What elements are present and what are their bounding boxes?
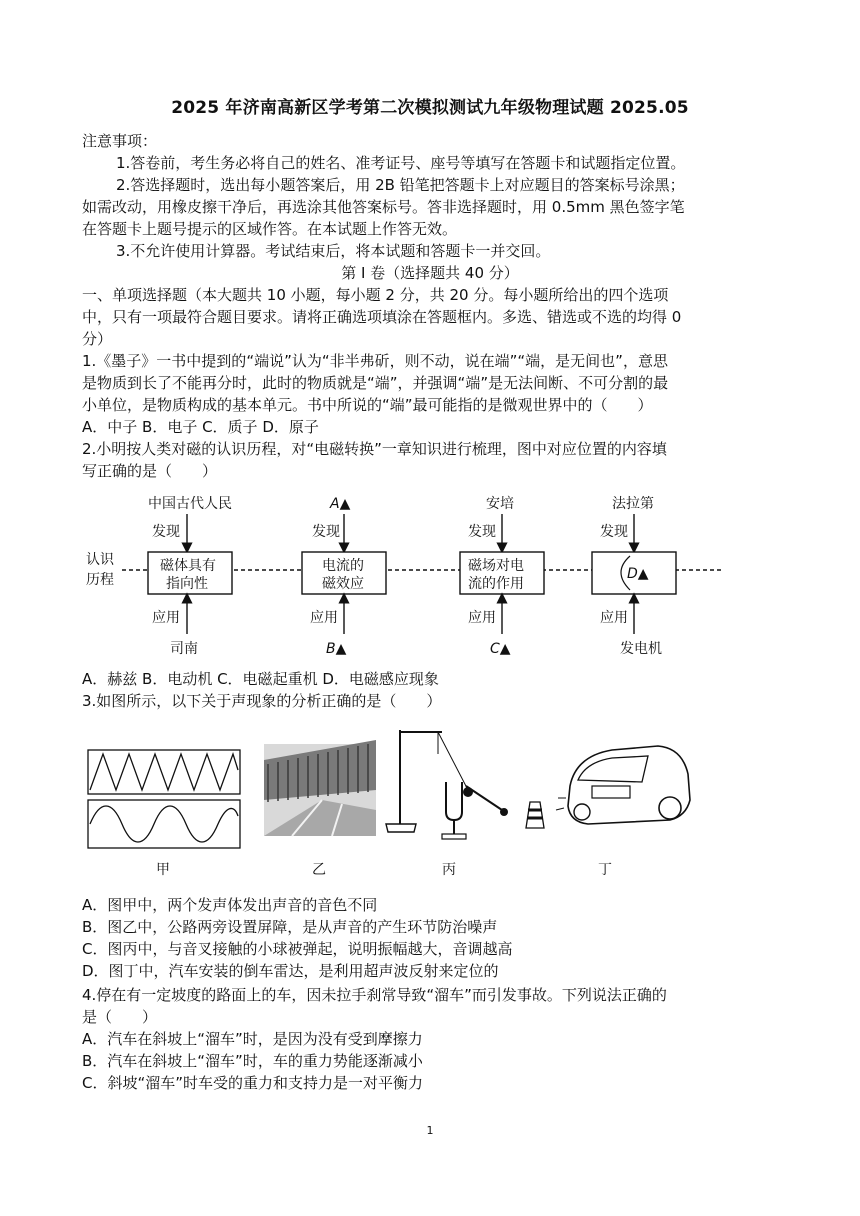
box-2-line-1: 电流的 <box>322 558 364 574</box>
apply-label-3: 应用 <box>468 610 496 626</box>
caption-yi: 乙 <box>312 862 326 878</box>
q3-line-1: 3.如图所示，以下关于声现象的分析正确的是（ ） <box>82 692 442 710</box>
part1-instructions-line-3: 分） <box>82 330 113 348</box>
bottom-label-3: C▲ <box>490 641 511 657</box>
q4-option-b: B．汽车在斜坡上“溜车”时，车的重力势能逐渐减小 <box>82 1052 423 1070</box>
top-label-4: 法拉第 <box>612 496 654 512</box>
caption-ding: 丁 <box>598 862 612 878</box>
discover-label-4: 发现 <box>600 524 628 540</box>
caption-jia: 甲 <box>156 862 170 878</box>
row-label-1: 认识 <box>86 552 114 568</box>
apply-label-4: 应用 <box>600 610 628 626</box>
top-label-2: A▲ <box>330 496 351 512</box>
apply-label-1: 应用 <box>152 610 180 626</box>
q3-option-c: C．图丙中，与音叉接触的小球被弹起，说明振幅越大，音调越高 <box>82 940 513 958</box>
figure-jia-waveforms <box>88 750 240 848</box>
figure-bing-tuning-fork <box>386 730 508 839</box>
figure-yi-noise-barrier <box>264 740 376 836</box>
magnetism-history-diagram <box>82 486 732 664</box>
bottom-label-4: 发电机 <box>620 641 662 657</box>
top-label-3: 安培 <box>486 496 514 512</box>
q3-option-d: D．图丁中，汽车安装的倒车雷达，是利用超声波反射来定位的 <box>82 962 499 980</box>
bottom-label-1: 司南 <box>170 641 198 657</box>
notice-item-1: 1.答卷前，考生务必将自己的姓名、准考证号、座号等填写在答题卡和试题指定位置。 <box>116 154 686 172</box>
q1-options: A．中子 B．电子 C．质子 D．原子 <box>82 418 319 436</box>
box-4-label: D▲ <box>627 566 649 582</box>
q3-option-b: B．图乙中，公路两旁设置屏障，是从声音的产生环节防治噪声 <box>82 918 498 936</box>
exam-title: 2025 年济南高新区学考第二次模拟测试九年级物理试题 2025.05 <box>171 98 689 118</box>
q3-option-a: A．图甲中，两个发声体发出声音的音色不同 <box>82 896 378 914</box>
notice-heading: 注意事项： <box>82 132 158 150</box>
q4-option-c: C．斜坡“溜车”时车受的重力和支持力是一对平衡力 <box>82 1074 424 1092</box>
box-3-line-1: 磁场对电 <box>468 558 524 574</box>
q2-line-1: 2.小明按人类对磁的认识历程，对“电磁转换”一章知识进行梳理，图中对应位置的内容填 <box>82 440 667 458</box>
box-2-line-2: 磁效应 <box>322 576 364 592</box>
sound-figures <box>82 720 702 886</box>
notice-item-3: 3.不允许使用计算器。考试结束后，将本试题和答题卡一并交回。 <box>116 242 551 260</box>
box-3-line-2: 流的作用 <box>468 576 524 592</box>
q1-line-3: 小单位，是物质构成的基本单元。书中所说的“端”最可能指的是微观世界中的（ ） <box>82 396 653 414</box>
volume-title: 第 Ⅰ 卷（选择题共 40 分） <box>341 264 519 282</box>
box-1-line-2: 指向性 <box>166 576 208 592</box>
figure-ding-reversing-car <box>526 746 690 828</box>
discover-label-3: 发现 <box>468 524 496 540</box>
q4-line-1: 4.停在有一定坡度的路面上的车，因未拉手刹常导致“溜车”而引发事故。下列说法正确的 <box>82 986 667 1004</box>
box-1-line-1: 磁体具有 <box>160 558 216 574</box>
caption-bing: 丙 <box>442 862 456 878</box>
discover-label-2: 发现 <box>312 524 340 540</box>
q2-line-2: 写正确的是（ ） <box>82 462 218 480</box>
q1-line-1: 1.《墨子》一书中提到的“端说”认为“非半弗斫，则不动，说在端”“端，是无间也”，意思 <box>82 352 668 370</box>
top-label-1: 中国古代人民 <box>148 496 232 512</box>
q2-options: A．赫兹 B．电动机 C．电磁起重机 D．电磁感应现象 <box>82 670 439 688</box>
row-label-2: 历程 <box>86 572 114 588</box>
notice-item-2-line-1: 2.答选择题时，选出每小题答案后，用 2B 铅笔把答题卡上对应题目的答案标号涂黑； <box>116 176 685 194</box>
q4-line-2: 是（ ） <box>82 1008 158 1026</box>
q1-line-2: 是物质到长了不能再分时，此时的物质就是“端”，并强调“端”是无法间断、不可分割的最 <box>82 374 669 392</box>
part1-instructions-line-1: 一、单项选择题（本大题共 10 小题，每小题 2 分，共 20 分。每小题所给出的四个选项 <box>82 286 669 304</box>
discover-label-1: 发现 <box>152 524 180 540</box>
apply-label-2: 应用 <box>310 610 338 626</box>
page-number: 1 <box>426 1124 434 1137</box>
q4-option-a: A．汽车在斜坡上“溜车”时，是因为没有受到摩擦力 <box>82 1030 423 1048</box>
notice-item-2-line-3: 在答题卡上题号提示的区域作答。在本试题上作答无效。 <box>82 220 458 238</box>
bottom-label-2: B▲ <box>326 641 347 657</box>
part1-instructions-line-2: 中，只有一项最符合题目要求。请将正确选项填涂在答题框内。多选、错选或不选的均得 0 <box>82 308 682 326</box>
notice-item-2-line-2: 如需改动，用橡皮擦干净后，再选涂其他答案标号。答非选择题时，用 0.5mm 黑色签字笔 <box>82 198 685 216</box>
